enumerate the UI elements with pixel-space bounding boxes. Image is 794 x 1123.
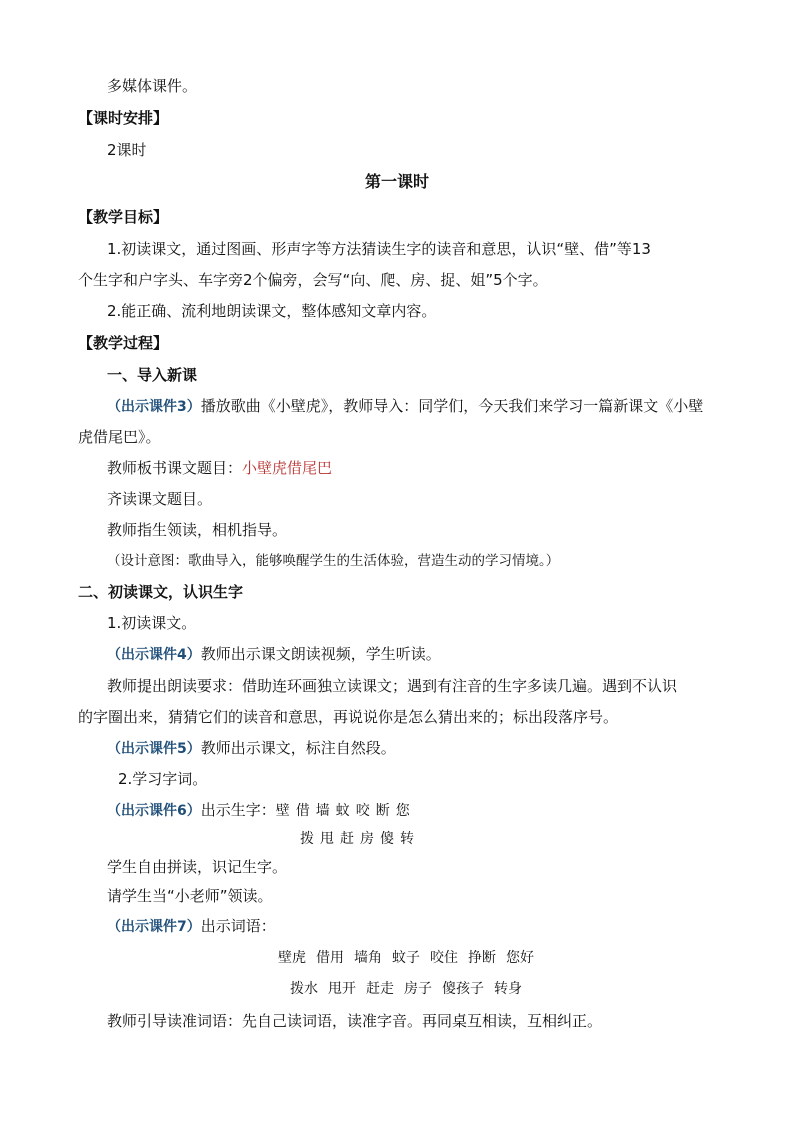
word: 转身 [494,981,522,997]
objective-1-line-2: 个生字和户字头、车字旁2个偏旁，会写“向、爬、房、捉、姐”5个字。 [78,271,548,289]
word: 壁虎 [278,950,306,966]
materials-text: 多媒体课件。 [107,77,198,95]
board-title-text: 小壁虎借尾巴 [242,459,333,477]
objective-1-line-1: 1.初读课文，通过图画、形声字等方法猜读生字的读音和意思，认识“壁、借”等13 [107,240,651,258]
spell-text: 学生自由拼读，识记生字。 [107,858,288,876]
step-1-text: 1.初读课文。 [107,614,197,632]
word: 房子 [404,981,432,997]
courseware-3-label: （出示课件3） [107,399,201,415]
section-2-title: 二、初读课文，认识生字 [78,583,244,601]
courseware-4-text: 教师出示课文朗读视频，学生听读。 [200,645,441,663]
process-heading: 【教学过程】 [78,334,169,352]
courseware-6-line [107,800,416,821]
board-title-line [107,458,332,478]
read-words-text: 教师引导读准词语：先自己读词语，读准字音。再同桌互相读，互相纠正。 [107,1012,603,1030]
word: 甩开 [328,981,356,997]
courseware-4-line [107,644,441,665]
word: 蚊子 [392,950,420,966]
word: 拨水 [290,981,318,997]
word: 挣断 [468,950,496,966]
courseware-7-text: 出示词语： [200,917,276,935]
word: 墙角 [354,950,382,966]
objectives-heading: 【教学目标】 [78,208,169,226]
guide-text: 教师指生领读，相机指导。 [107,521,288,539]
courseware-5-text: 教师出示课文，标注自然段。 [200,739,396,757]
new-characters-row-1: 壁借墙蚊咬断您 [275,803,416,819]
reading-requirement-line-1: 教师提出朗读要求：借助连环画独立读课文；遇到有注音的生字多读几遍。遇到不认识 [107,677,678,695]
new-characters-row-2: 拨甩赶房傻转 [300,831,420,847]
reading-requirement-line-2: 的字圈出来，猜猜它们的读音和意思，再说说你是怎么猜出来的；标出段落序号。 [78,708,619,726]
word: 您好 [506,950,534,966]
courseware-7-label: （出示课件7） [107,919,201,935]
section-1-title: 一、导入新课 [107,366,198,384]
read-title-text: 齐读课文题目。 [107,490,213,508]
courseware-7-line [107,916,276,937]
word: 傻孩子 [442,981,484,997]
courseware-3-continuation: 虎借尾巴》。 [78,428,161,446]
design-intent-text: （设计意图：歌曲导入，能够唤醒学生的生活体验，营造生动的学习情境。） [107,553,560,569]
word: 赶走 [366,981,394,997]
lesson-title: 第一课时 [364,172,429,191]
courseware-5-line [107,738,396,759]
courseware-6-label: （出示课件6） [107,803,201,819]
schedule-text: 2课时 [107,141,147,159]
courseware-3-text: 播放歌曲《小壁虎》，教师导入：同学们，今天我们来学习一篇新课文《小壁 [200,397,704,415]
step-2-text: 2.学习字词。 [118,770,208,788]
teacher-lead-text: 请学生当“小老师”领读。 [107,887,273,905]
word: 咬住 [430,950,458,966]
schedule-heading: 【课时安排】 [78,109,169,127]
board-title-prefix: 教师板书课文题目： [107,459,243,477]
courseware-4-label: （出示课件4） [107,647,201,663]
word: 借用 [316,950,344,966]
words-row-1 [278,948,544,968]
objective-2: 2.能正确、流利地朗读课文，整体感知文章内容。 [107,302,437,320]
courseware-3-line [107,396,703,417]
courseware-5-label: （出示课件5） [107,741,201,757]
words-row-2 [290,979,532,999]
courseware-6-text: 出示生字： [200,801,276,819]
